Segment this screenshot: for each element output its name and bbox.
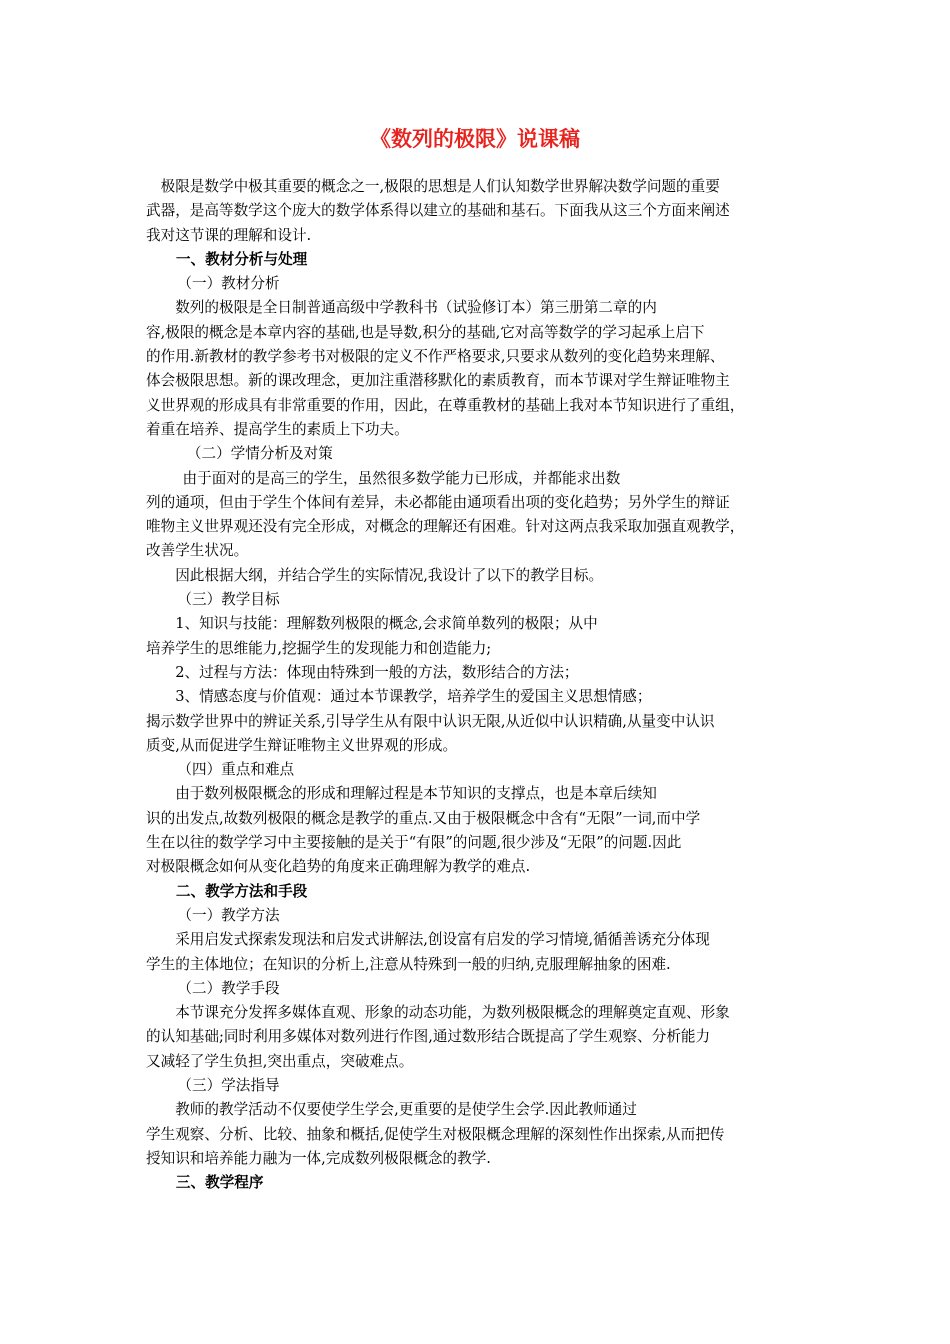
paragraph-line: 识的出发点,故数列极限的概念是教学的重点.又由于极限概念中含有“无限”一词,而中学 [146, 809, 701, 827]
goal-first-line [146, 685, 810, 709]
paragraph-line: 学生的主体地位；在知识的分析上,注意从特殊到一般的归纳,克服理解抽象的困难. [146, 955, 671, 973]
paragraph-line: 列的通项，但由于学生个体间有差异，未必都能由通项看出项的变化趋势；另外学生的辩证 [146, 493, 730, 511]
paragraph-first-line [146, 296, 810, 320]
paragraph-body [146, 1025, 810, 1074]
intro-paragraph [146, 175, 810, 199]
paragraph-line: 对极限概念如何从变化趋势的角度来正确理解为教学的难点. [146, 858, 531, 876]
paragraph-line: 义世界观的形成具有非常重要的作用，因此，在尊重教材的基础上我对本节知识进行了重组， [146, 396, 745, 414]
paragraph-body [146, 953, 810, 977]
paragraph-body [146, 807, 810, 880]
subsection-heading: （一）教材分析 [177, 275, 280, 293]
paragraph-first-line [146, 1001, 810, 1025]
paragraph-line: 体会极限思想。新的课改理念，更加注重潜移默化的素质教育，而本节课对学生辩证唯物主 [146, 372, 730, 390]
section-heading-2: 二、教学方法和手段 [175, 882, 308, 900]
paragraph-line: 教师的教学活动不仅要使学生学会,更重要的是使学生会学.因此教师通过 [175, 1101, 637, 1119]
paragraph-body [146, 321, 810, 442]
paragraph-line: 3、情感态度与价值观：通过本节课教学，培养学生的爱国主义思想情感； [175, 688, 652, 706]
paragraph-line: 由于面对的是高三的学生，虽然很多数学能力已形成，并都能求出数 [182, 469, 621, 487]
paragraph-line: 揭示数学世界中的辨证关系,引导学生从有限中认识无限,从近似中认识精确,从量变中认识 [146, 712, 715, 730]
intro-line: 我对这节课的理解和设计. [146, 226, 312, 244]
paragraph-line: 本节课充分发挥多媒体直观、形象的动态功能，为数列极限概念的理解奠定直观、形象 [175, 1004, 730, 1022]
paragraph-first-line [146, 467, 810, 491]
paragraph-body [146, 1123, 810, 1172]
document-title: 《数列的极限》说课稿 [370, 126, 580, 151]
subsection-heading: （二）学情分析及对策 [186, 445, 333, 463]
goal-body [146, 710, 810, 759]
paragraph-line: 容,极限的概念是本章内容的基础,也是导数,积分的基础,它对高等数学的学习起承上启下 [146, 323, 705, 341]
paragraph-line: 的认知基础;同时利用多媒体对数列进行作图,通过数形结合既提高了学生观察、分析能力 [146, 1028, 711, 1046]
paragraph-line: 由于数列极限概念的形成和理解过程是本节知识的支撑点，也是本章后续知 [175, 785, 657, 803]
paragraph-line: 学生观察、分析、比较、抽象和概括,促使学生对极限概念理解的深刻性作出探索,从而把传 [146, 1125, 725, 1143]
section-heading-3: 三、教学程序 [175, 1174, 264, 1192]
intro-line: 极限是数学中极其重要的概念之一,极限的思想是人们认知数学世界解决数学问题的重要 [160, 178, 720, 195]
paragraph-first-line [146, 928, 810, 952]
paragraph-line: 授知识和培养能力融为一体,完成数列极限概念的教学. [146, 1149, 491, 1167]
document-body [146, 175, 810, 1195]
paragraph-first-line [146, 782, 810, 806]
intro-continuation [146, 199, 810, 248]
intro-line: 武器，是高等数学这个庞大的数学体系得以建立的基础和基石。下面我从这三个方面来阐述 [146, 202, 730, 220]
paragraph-line: 1、知识与技能：理解数列极限的概念,会求简单数列的极限；从中 [175, 615, 598, 633]
subsection-heading: （一）教学方法 [177, 906, 280, 924]
paragraph-line: 培养学生的思维能力,挖掘学生的发现能力和创造能力; [146, 639, 492, 657]
paragraph-line: 的作用.新教材的教学参考书对极限的定义不作严格要求,只要求从数列的变化趋势来理解、 [146, 348, 725, 366]
goal-first-line [146, 612, 810, 636]
paragraph-body [146, 491, 810, 564]
paragraph-line: 采用启发式探索发现法和启发式讲解法,创设富有启发的学习情境,循循善诱充分体现 [175, 931, 710, 949]
subsection-heading: （二）教学手段 [177, 979, 280, 997]
paragraph-first-line [146, 1098, 810, 1122]
goal-line: 2、过程与方法：体现由特殊到一般的方法，数形结合的方法； [175, 663, 579, 681]
subsection-heading: （四）重点和难点 [177, 761, 295, 779]
paragraph-line: 数列的极限是全日制普通高级中学教科书（试验修订本）第三册第二章的内 [175, 299, 657, 317]
paragraph-line: 质变,从而促进学生辩证唯物主义世界观的形成。 [146, 736, 458, 754]
subsection-heading: （三）教学目标 [177, 591, 280, 609]
paragraph-line: 改善学生状况。 [146, 542, 249, 560]
subsection-heading: （三）学法指导 [177, 1076, 280, 1094]
section-heading-1: 一、教材分析与处理 [175, 250, 308, 268]
paragraph-line: 着重在培养、提高学生的素质上下功夫。 [146, 420, 409, 438]
paragraph-line: 唯物主义世界观还没有完全形成，对概念的理解还有困难。针对这两点我采取加强直观教学， [146, 518, 745, 536]
goal-body [146, 637, 810, 661]
paragraph-line: 又减轻了学生负担,突出重点，突破难点。 [146, 1052, 414, 1070]
paragraph: 因此根据大纲，并结合学生的实际情况,我设计了以下的教学目标。 [175, 566, 604, 584]
paragraph-line: 生在以往的数学学习中主要接触的是关于“有限”的问题,很少涉及“无限”的问题.因此 [146, 834, 682, 852]
